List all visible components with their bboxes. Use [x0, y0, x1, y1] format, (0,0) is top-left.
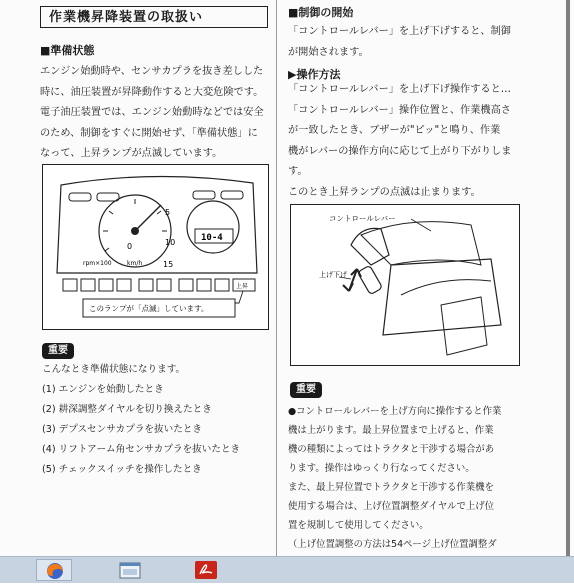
text-line: のため、制御をすぐに開始せず、「準備状態」に	[40, 127, 258, 139]
gauge-label-0: 0	[127, 242, 133, 251]
lift-lamp-label: 上昇	[236, 283, 249, 290]
rpm-label: rpm×100	[83, 260, 112, 267]
operation-method-heading: ▶操作方法	[288, 68, 341, 81]
pdf-icon	[188, 559, 224, 581]
control-lever-drawing	[291, 205, 519, 365]
condition-item: (5) チェックスイッチを操作したとき	[42, 464, 202, 475]
note-line: 使用する場合は、上げ位置調整ダイヤルで上げ位	[288, 501, 494, 512]
text-line: 「コントロールレバー」を上げ下げ操作すると…	[288, 84, 511, 95]
text-line: 時に、油圧装置が昇降動作すると大変危険です。	[40, 86, 264, 98]
important-intro: こんなとき準備状態になります。	[42, 364, 186, 375]
gauge-label-10: 10	[165, 238, 176, 247]
taskbar-firefox-button[interactable]	[36, 559, 72, 581]
condition-item: (3) デプスセンサカプラを抜いたとき	[42, 424, 202, 435]
note-line: ●コントロールレバーを上げ方向に操作すると作業	[288, 406, 502, 417]
updown-label: 上げ下げ	[319, 271, 347, 279]
speed-unit-label: km/h	[127, 260, 143, 267]
text-line: 「コントロールレバー」を上げ下げすると、制御	[288, 26, 511, 37]
lever-label: コントロールレバー	[329, 214, 396, 223]
important-badge: 重要	[42, 343, 74, 359]
page-title: 作業機昇降装置の取扱い	[40, 6, 268, 28]
important-badge-right: 重要	[290, 382, 322, 398]
control-start-paragraph	[288, 22, 511, 63]
text-line: 電子油圧装置では、エンジン始動時などでは安全	[40, 107, 264, 118]
text-line: エンジン始動時や、センサカプラを抜き差しした	[40, 66, 264, 77]
text-line: このとき上昇ランプの点滅は止まります。	[288, 186, 481, 198]
figure-caption: このランプが「点滅」しています。	[89, 304, 209, 313]
window-icon	[112, 559, 148, 581]
instrument-panel-figure	[42, 164, 269, 330]
taskbar-pdf-button[interactable]	[188, 559, 224, 581]
text-line: 「コントロールレバー」操作位置と、作業機高さ	[288, 104, 511, 116]
instrument-panel-drawing	[43, 165, 268, 329]
text-line: す。	[288, 166, 308, 177]
note-line: ります。操作はゆっくり行なってください。	[288, 463, 475, 474]
section-heading-control-start: ■制御の開始	[288, 6, 354, 19]
text-line: なって、上昇ランプが点滅しています。	[40, 148, 223, 159]
firefox-icon	[37, 560, 73, 582]
text-line: 機がレバーの操作方向に応じて上がり下がりしま	[288, 145, 512, 157]
condition-item: (1) エンジンを始動したとき	[42, 384, 164, 395]
operation-paragraph	[288, 80, 511, 203]
note-line: また、最上昇位置でトラクタと干渉する作業機を	[288, 482, 494, 493]
text-line: が一致したとき、ブザーが"ピッ"と鳴り、作業	[288, 125, 501, 136]
condition-item: (4) リフトアーム角センサカプラを抜いたとき	[42, 444, 241, 455]
taskbar-window-button[interactable]	[112, 559, 148, 581]
lcd-readout: 10-4	[201, 233, 223, 243]
condition-item: (2) 耕深調整ダイヤルを切り換えたとき	[42, 404, 212, 415]
note-line: 置を規制して使用してください。	[288, 520, 429, 531]
note-line: 機は上がります。最上昇位置まで上げると、作業	[288, 425, 494, 436]
ready-paragraph	[40, 62, 264, 165]
note-line: 機の種類によってはトラクタと干渉する場合があ	[288, 444, 495, 455]
taskbar	[0, 556, 574, 583]
gauge-label-5: 5	[165, 208, 171, 217]
window-scroll-edge	[566, 0, 570, 556]
text-line: が開始されます。	[288, 46, 369, 58]
column-divider	[276, 0, 277, 556]
gauge-label-15: 15	[163, 260, 174, 269]
note-line: （上げ位置調整の方法は54ページ上げ位置調整ダ	[288, 539, 497, 550]
section-heading-ready: ■準備状態	[40, 44, 95, 57]
control-lever-figure	[290, 204, 520, 366]
important-notes	[288, 402, 501, 554]
